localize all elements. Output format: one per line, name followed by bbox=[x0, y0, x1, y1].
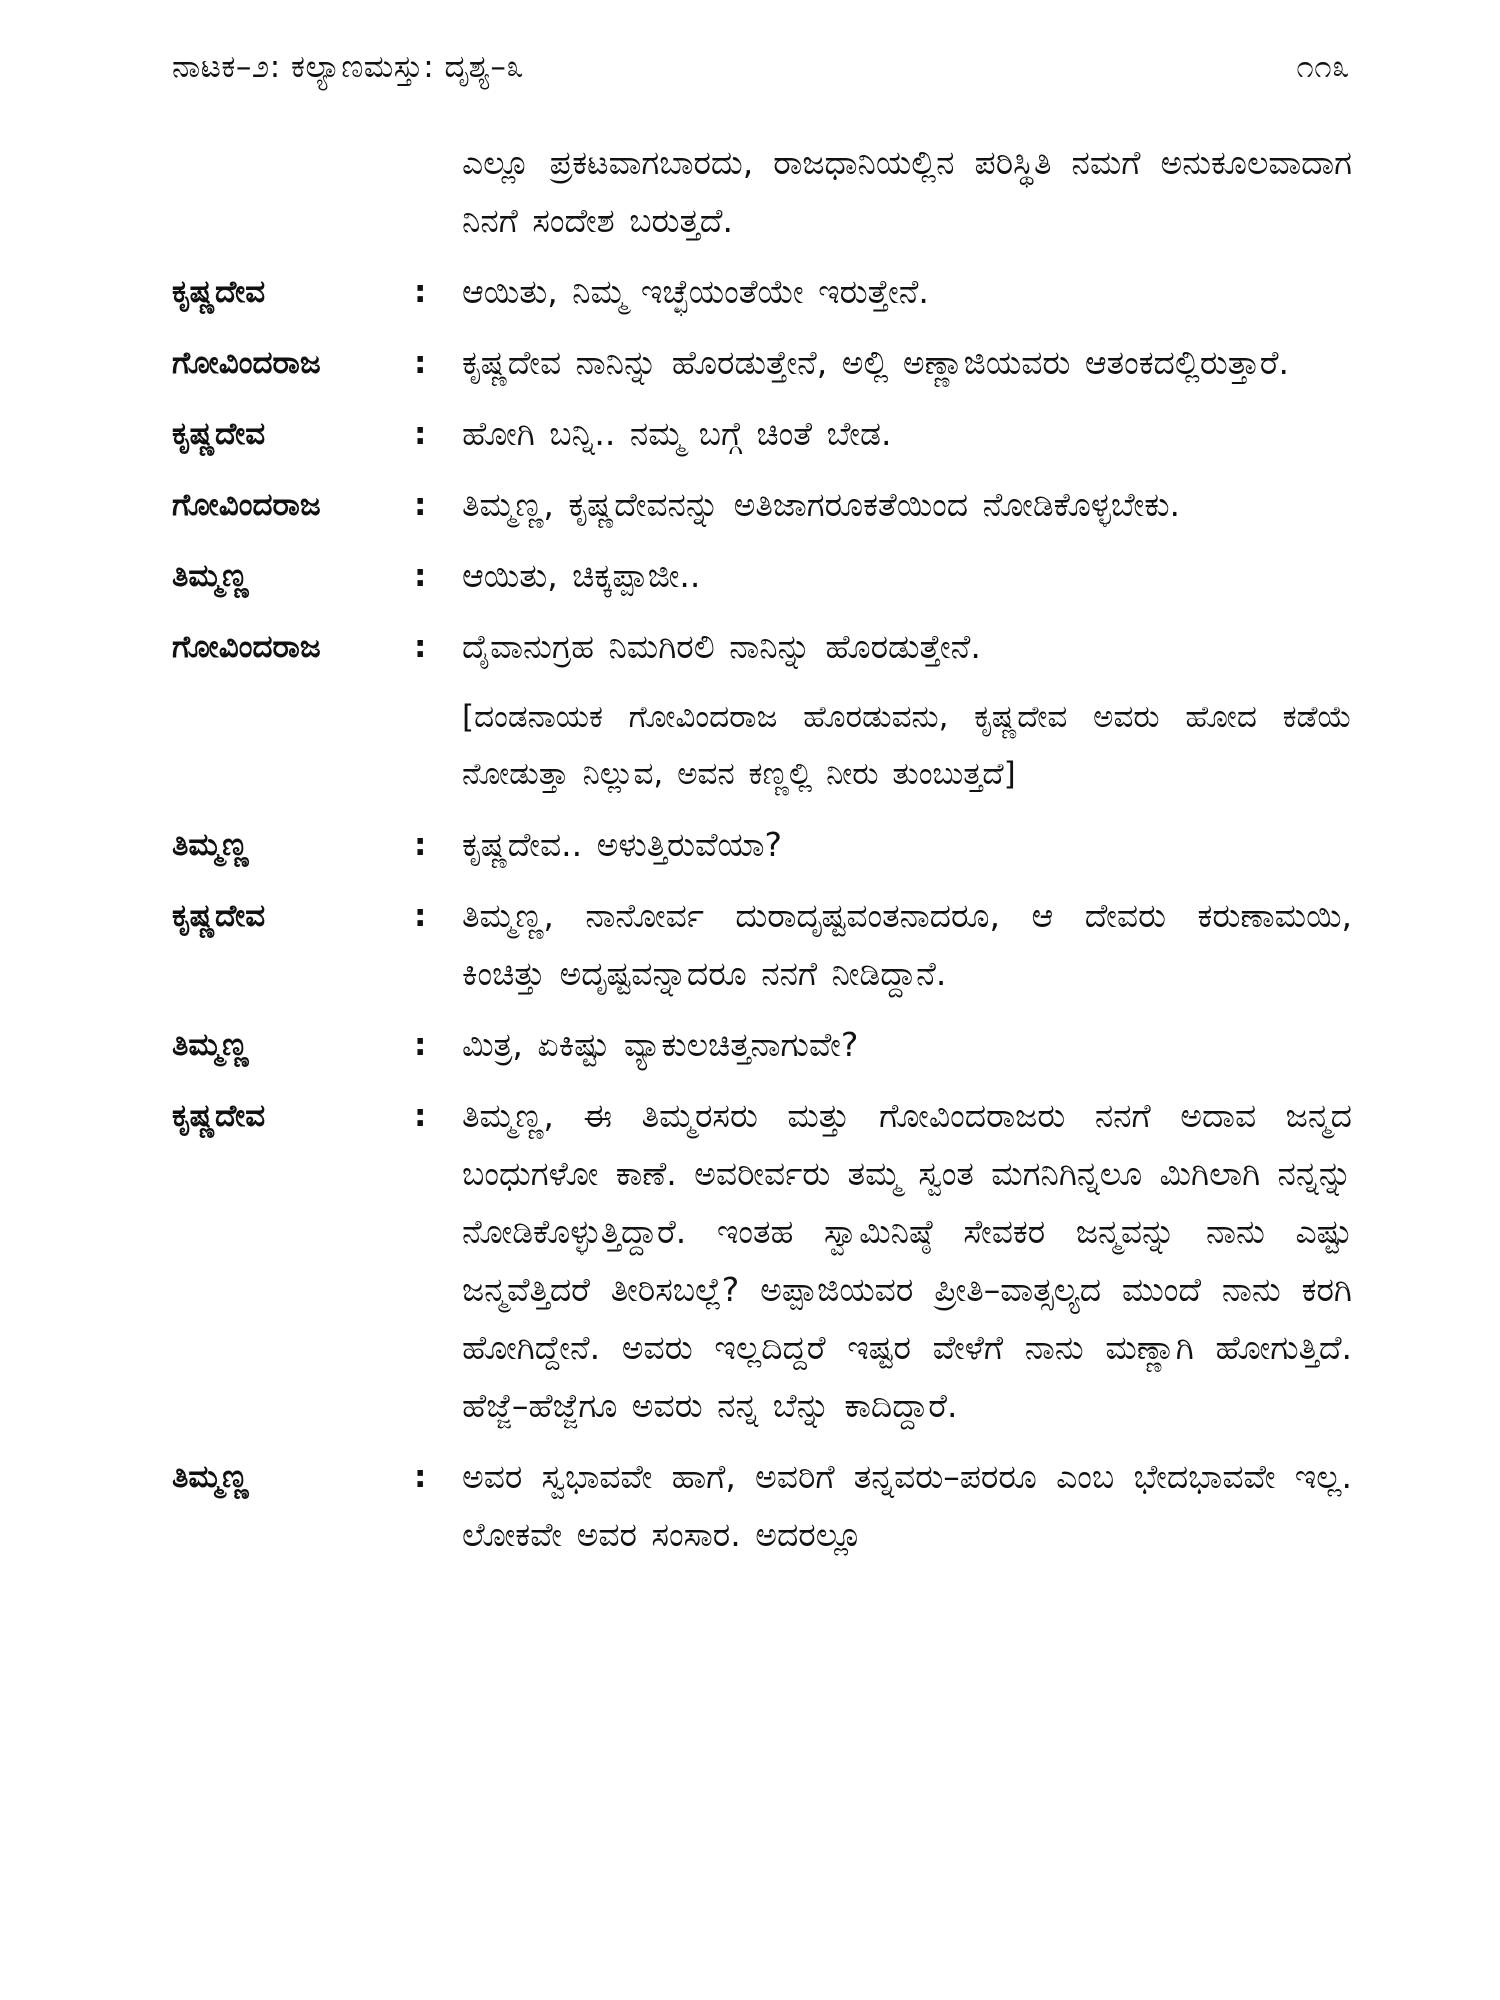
speech-text: ಮಿತ್ರ, ಏಕಿಷ್ಟು ವ್ಯಾಕುಲಚಿತ್ತನಾಗುವೇ? bbox=[462, 1025, 859, 1064]
dialogue-line-8 bbox=[172, 887, 1352, 1003]
speech-text: ಆಯಿತು, ಚಿಕ್ಕಪ್ಪಾಜೀ.. bbox=[462, 556, 701, 595]
speaker-colon: : bbox=[414, 558, 427, 594]
speaker-colon: : bbox=[414, 1027, 427, 1063]
speaker-name: ತಿಮ್ಮಣ್ಣ bbox=[172, 558, 249, 594]
page-header bbox=[172, 42, 1350, 92]
dialogue-line-6 bbox=[172, 618, 1352, 676]
speaker-colon: : bbox=[414, 274, 427, 310]
opening-speech-continuation: ಎಲ್ಲೂ ಪ್ರಕಟವಾಗಬಾರದು, ರಾಜಧಾನಿಯಲ್ಲಿನ ಪರಿಸ್ಥಿತಿ ನಮಗೆ ಅನುಕೂಲವಾದಾಗ ನಿನಗೆ ಸಂದೇಶ ಬರುತ್ತದೆ. bbox=[462, 143, 1352, 240]
speaker-colon: : bbox=[414, 416, 427, 452]
speaker-colon: : bbox=[414, 827, 427, 863]
speaker-name: ತಿಮ್ಮಣ್ಣ bbox=[172, 827, 249, 863]
dialogue-line-4 bbox=[172, 476, 1352, 534]
speaker-name: ಕೃಷ್ಣದೇವ bbox=[172, 898, 266, 934]
running-title: ನಾಟಕ–೨: ಕಲ್ಯಾಣಮಸ್ತು: ದೃಶ್ಯ–೩ bbox=[172, 49, 525, 85]
speech-text: ದೈವಾನುಗ್ರಹ ನಿಮಗಿರಲಿ ನಾನಿನ್ನು ಹೊರಡುತ್ತೇನೆ. bbox=[462, 627, 981, 666]
speaker-name: ತಿಮ್ಮಣ್ಣ bbox=[172, 1027, 249, 1063]
dialogue-line-1 bbox=[172, 263, 1352, 321]
speaker-name: ಕೃಷ್ಣದೇವ bbox=[172, 274, 266, 310]
speech-text: ತಿಮ್ಮಣ್ಣ, ಈ ತಿಮ್ಮರಸರು ಮತ್ತು ಗೋವಿಂದರಾಜರು ನನಗೆ ಅದಾವ ಜನ್ಮದ ಬಂಧುಗಳೋ ಕಾಣೆ. ಅವರೀರ್ವರು ತಮ್ಮ ಸ್ವಂತ ಮಗನಿಗಿನ್ನಲೂ ಮಿಗಿಲಾಗಿ ನನ್ನನ್ನು ನೋಡಿಕೊಳ್ಳುತ್ತಿದ್ದಾರೆ. ಇಂತಹ ಸ್ವಾಮಿನಿಷ್ಠೆ ಸೇವಕರ ಜನ್ಮವನ್ನು ನಾನು ಎಷ್ಟು ಜನ್ಮವೆತ್ತಿದರೆ ತೀರಿಸಬಲ್ಲೆ? ಅಪ್ಪಾಜಿಯವರ ಪ್ರೀತಿ–ವಾತ್ಸಲ್ಯದ ಮುಂದೆ ನಾನು ಕರಗಿ ಹೋಗಿದ್ದೇನೆ. ಅವರು ಇಲ್ಲದಿದ್ದರೆ ಇಷ್ಟರ ವೇಳೆಗೆ ನಾನು ಮಣ್ಣಾಗಿ ಹೋಗುತ್ತಿದೆ. ಹೆಜ್ಜೆ–ಹೆಜ್ಜೆಗೂ ಅವರು ನನ್ನ ಬೆನ್ನು ಕಾದಿದ್ದಾರೆ. bbox=[462, 1096, 1352, 1425]
speech-text: ತಿಮ್ಮಣ್ಣ, ಕೃಷ್ಣದೇವನನ್ನು ಅತಿಜಾಗರೂಕತೆಯಿಂದ ನೋಡಿಕೊಳ್ಳಬೇಕು. bbox=[462, 485, 1181, 524]
speaker-colon: : bbox=[414, 1459, 427, 1495]
speech-text: ಕೃಷ್ಣದೇವ ನಾನಿನ್ನು ಹೊರಡುತ್ತೇನೆ, ಅಲ್ಲಿ ಅಣ್ಣಾಜಿಯವರು ಆತಂಕದಲ್ಲಿರುತ್ತಾರೆ. bbox=[462, 343, 1289, 382]
speech-text: ಕೃಷ್ಣದೇವ.. ಅಳುತ್ತಿರುವೆಯಾ? bbox=[462, 825, 783, 864]
dialogue-line-2 bbox=[172, 334, 1352, 392]
dialogue-line-3 bbox=[172, 405, 1352, 463]
speech-text: ಅವರ ಸ್ವಭಾವವೇ ಹಾಗೆ, ಅವರಿಗೆ ತನ್ನವರು–ಪರರೂ ಎಂಬ ಭೇದಭಾವವೇ ಇಲ್ಲ. ಲೋಕವೇ ಅವರ ಸಂಸಾರ. ಅದರಲ್ಲೂ bbox=[462, 1457, 1352, 1554]
page-number: ೧೧೩ bbox=[1296, 49, 1350, 85]
speaker-name: ಗೋವಿಂದರಾಜ bbox=[172, 629, 321, 665]
speech-text: ಹೋಗಿ ಬನ್ನಿ.. ನಮ್ಮ ಬಗ್ಗೆ ಚಿಂತೆ ಬೇಡ. bbox=[462, 414, 892, 453]
page-content bbox=[172, 134, 1352, 1577]
dialogue-line-9 bbox=[172, 1016, 1352, 1074]
speaker-colon: : bbox=[414, 487, 427, 523]
speaker-name: ಕೃಷ್ಣದೇವ bbox=[172, 416, 266, 452]
dialogue-line-7 bbox=[172, 816, 1352, 874]
dialogue-line-5 bbox=[172, 547, 1352, 605]
speaker-colon: : bbox=[414, 1098, 427, 1134]
dialogue-line-10 bbox=[172, 1087, 1352, 1435]
speaker-colon: : bbox=[414, 898, 427, 934]
speaker-colon: : bbox=[414, 629, 427, 665]
speaker-name: ಗೋವಿಂದರಾಜ bbox=[172, 345, 321, 381]
dialogue-line-11 bbox=[172, 1448, 1352, 1564]
speech-text: ಆಯಿತು, ನಿಮ್ಮ ಇಚ್ಛೆಯಂತೆಯೇ ಇರುತ್ತೇನೆ. bbox=[462, 272, 929, 311]
stage-direction: [ದಂಡನಾಯಕ ಗೋವಿಂದರಾಜ ಹೊರಡುವನು, ಕೃಷ್ಣದೇವ ಅವರು ಹೋದ ಕಡೆಯೆ ನೋಡುತ್ತಾ ನಿಲ್ಲುವ, ಅವನ ಕಣ್ಣಲ್ಲಿ ನೀರು ತುಂಬುತ್ತದೆ] bbox=[462, 699, 1352, 792]
speaker-name: ಗೋವಿಂದರಾಜ bbox=[172, 487, 321, 523]
speech-text: ತಿಮ್ಮಣ್ಣ, ನಾನೋರ್ವ ದುರಾದೃಷ್ಟವಂತನಾದರೂ, ಆ ದೇವರು ಕರುಣಾಮಯಿ, ಕಿಂಚಿತ್ತು ಅದೃಷ್ಟವನ್ನಾದರೂ ನನಗೆ ನೀಡಿದ್ದಾನೆ. bbox=[462, 896, 1352, 993]
speaker-name: ಕೃಷ್ಣದೇವ bbox=[172, 1098, 266, 1134]
speaker-colon: : bbox=[414, 345, 427, 381]
speaker-name: ತಿಮ್ಮಣ್ಣ bbox=[172, 1459, 249, 1495]
